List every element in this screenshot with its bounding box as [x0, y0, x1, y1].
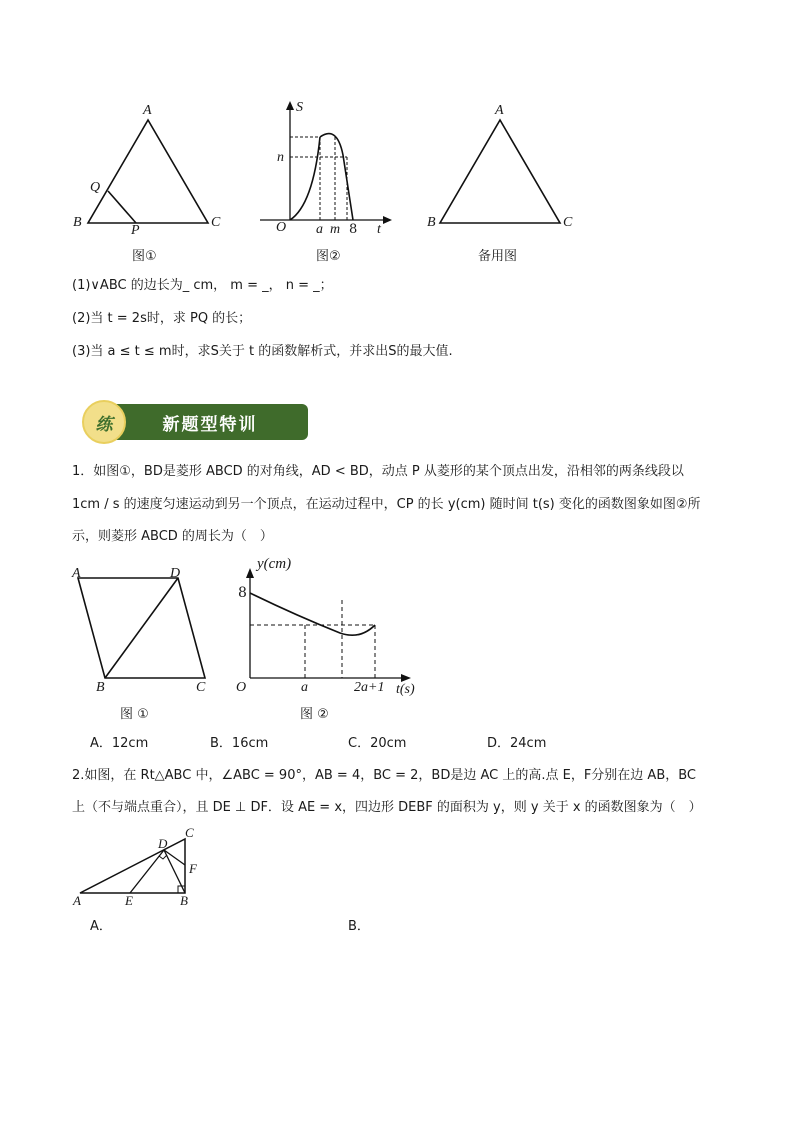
- q1-option-c[interactable]: C．20cm: [348, 736, 407, 751]
- q1-option-a[interactable]: A．12cm: [90, 736, 149, 751]
- figure-2-graph: [255, 95, 395, 235]
- figure-3-spare-triangle: [430, 100, 580, 240]
- fig2-label-n: n: [277, 150, 284, 165]
- q1-fig2-xlabel: t(s): [396, 682, 415, 697]
- q2-label-A: A: [73, 893, 81, 908]
- q2-label-F: F: [189, 861, 197, 876]
- banner-badge: 练: [82, 400, 126, 444]
- q2-line-1: 2.如图，在 Rt△ABC 中，∠ABC = 90°，AB = 4，BC = 2，BD是边 AC 上的高.点 E，F分别在边 AB，BC: [72, 768, 697, 783]
- fig2-label-a: a: [316, 222, 323, 237]
- q1-figure-rhombus: [70, 565, 220, 690]
- q1-line-3: 示，则菱形 ABCD 的周长为（ ）: [72, 529, 273, 544]
- q1-option-b[interactable]: B．16cm: [210, 736, 269, 751]
- fig2-label-O: O: [276, 220, 287, 235]
- q1-options: [0, 734, 794, 754]
- fig2-label-t: t: [377, 222, 381, 237]
- q1-line-1: 1．如图①，BD是菱形 ABCD 的对角线，AD < BD，动点 P 从菱形的某个顶点出发，沿相邻的两条线段以: [72, 464, 684, 479]
- q2-label-B: B: [180, 893, 188, 908]
- q1-fig2-label-a: a: [301, 680, 308, 695]
- q2-option-a[interactable]: A．: [90, 919, 112, 934]
- q1-figure-graph: [235, 560, 415, 690]
- q1-fig2-label-8: 8: [238, 585, 247, 601]
- figure-1-triangle: [70, 100, 230, 240]
- q1-fig2-label-O: O: [236, 680, 247, 695]
- fig2-label-S: S: [296, 100, 303, 115]
- q1-fig2-label-2a1: 2a+1: [354, 680, 385, 695]
- q2-label-E: E: [125, 893, 133, 908]
- fig1-label-B: B: [73, 215, 82, 230]
- fig3-caption: 备用图: [478, 249, 518, 264]
- section-banner: [82, 398, 308, 446]
- q1-fig2-ylabel: y(cm): [257, 556, 292, 572]
- fig1-label-P: P: [131, 223, 140, 238]
- q2-line-2: 上（不与端点重合），且 DE ⊥ DF．设 AE = x，四边形 DEBF 的面积为 y，则 y 关于 x 的函数图象为（ ）: [72, 800, 702, 815]
- fig2-label-8: 8: [349, 222, 358, 237]
- fig1-label-C: C: [211, 215, 221, 230]
- prev-question-1: (1)∨ABC 的边长为_ cm， m = _， n = _；: [72, 278, 333, 293]
- q1-fig2-caption: 图 ②: [300, 707, 329, 722]
- prev-question-3: (3)当 a ≤ t ≤ m时，求S关于 t 的函数解析式，并求出S的最大值.: [72, 344, 453, 359]
- prev-question-2: (2)当 t = 2s时，求 PQ 的长；: [72, 311, 252, 326]
- q2-options: [0, 917, 794, 937]
- fig3-label-A: A: [495, 103, 504, 118]
- fig2-caption: 图②: [316, 249, 341, 264]
- q1-fig1-label-D: D: [170, 566, 181, 581]
- banner-title: 新题型特训: [112, 404, 308, 440]
- q1-fig1-label-C: C: [196, 680, 206, 695]
- fig3-label-B: B: [427, 215, 436, 230]
- q1-fig1-caption: 图 ①: [120, 707, 149, 722]
- fig1-label-A: A: [143, 103, 152, 118]
- fig1-caption: 图①: [132, 249, 157, 264]
- fig2-label-m: m: [330, 222, 341, 237]
- q1-line-2: 1cm / s 的速度匀速运动到另一个顶点，在运动过程中，CP 的长 y(cm) 随时间 t(s) 变化的函数图象如图②所: [72, 497, 701, 512]
- fig3-label-C: C: [563, 215, 573, 230]
- q2-label-C: C: [185, 825, 194, 840]
- q1-fig1-label-B: B: [96, 680, 105, 695]
- q1-fig1-label-A: A: [72, 566, 81, 581]
- fig1-label-Q: Q: [90, 180, 101, 195]
- q1-option-d[interactable]: D．24cm: [487, 736, 547, 751]
- q2-label-D: D: [158, 836, 168, 851]
- q2-option-b[interactable]: B．: [348, 919, 370, 934]
